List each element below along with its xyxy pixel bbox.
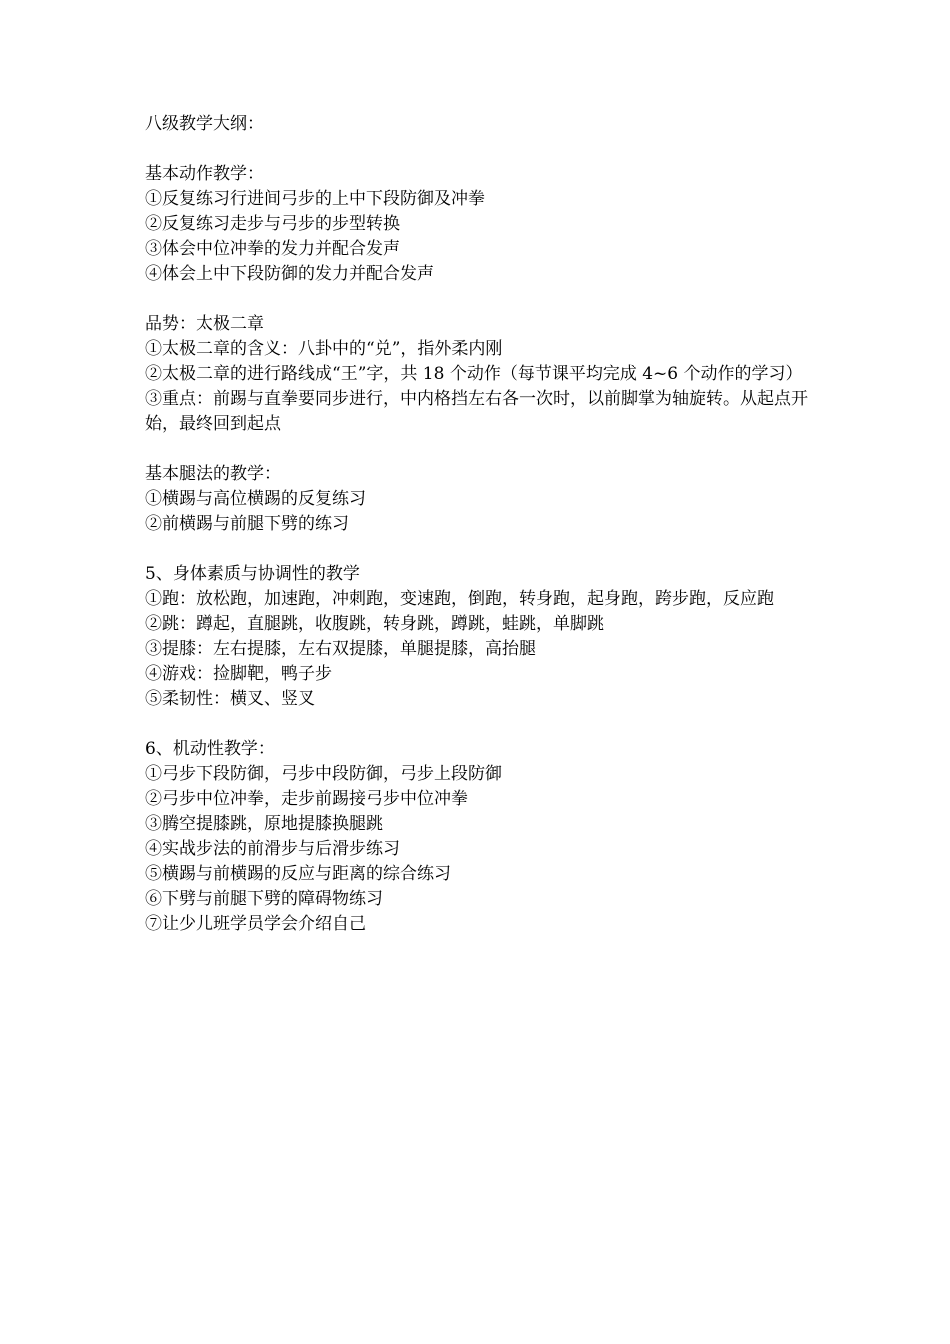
list-item: ②弓步中位冲拳，走步前踢接弓步中位冲拳: [145, 789, 468, 809]
list-item: ③重点：前踢与直拳要同步进行，中内格挡左右各一次时，以前脚掌为轴旋转。从起点开始，最终回到起点: [145, 389, 808, 434]
list-item: ③体会中位冲拳的发力并配合发声: [145, 239, 400, 259]
list-item: ⑤横踢与前横踢的反应与距离的综合练习: [145, 864, 451, 884]
spacer: [145, 287, 813, 312]
document-title: 八级教学大纲：: [145, 114, 264, 134]
list-item: ③提膝：左右提膝，左右双提膝，单腿提膝，高抬腿: [145, 639, 536, 659]
list-item: ⑥下劈与前腿下劈的障碍物练习: [145, 889, 383, 909]
list-item: ①太极二章的含义：八卦中的“兑”，指外柔内刚: [145, 339, 503, 359]
spacer: [145, 537, 813, 562]
list-item: ①横踢与高位横踢的反复练习: [145, 489, 366, 509]
document-body: [145, 112, 813, 937]
section-heading: 基本腿法的教学：: [145, 464, 281, 484]
list-item: ②前横踢与前腿下劈的练习: [145, 514, 349, 534]
spacer: [145, 712, 813, 737]
section-heading: 5、身体素质与协调性的教学: [145, 564, 360, 584]
list-item: ①跑：放松跑，加速跑，冲刺跑，变速跑，倒跑，转身跑，起身跑，跨步跑，反应跑: [145, 589, 774, 609]
list-item: ②反复练习走步与弓步的步型转换: [145, 214, 400, 234]
list-item: ④体会上中下段防御的发力并配合发声: [145, 264, 434, 284]
section-kicks: [145, 462, 813, 537]
list-item: ④游戏：捡脚靶，鸭子步: [145, 664, 332, 684]
section-poomsae: [145, 312, 813, 437]
list-item: ①反复练习行进间弓步的上中下段防御及冲拳: [145, 189, 485, 209]
section-heading: 6、机动性教学：: [145, 739, 275, 759]
list-item: ②跳：蹲起，直腿跳，收腹跳，转身跳，蹲跳，蛙跳，单脚跳: [145, 614, 604, 634]
section-fitness: [145, 562, 813, 712]
list-item: ②太极二章的进行路线成“王”字，共 18 个动作（每节课平均完成 4~6 个动作的学习）: [145, 364, 803, 384]
list-item: ③腾空提膝跳，原地提膝换腿跳: [145, 814, 383, 834]
spacer: [145, 137, 813, 162]
section-mobility: [145, 737, 813, 937]
section-heading: 基本动作教学：: [145, 164, 264, 184]
list-item: ⑤柔韧性：横叉、竖叉: [145, 689, 315, 709]
section-basic-moves: [145, 162, 813, 287]
spacer: [145, 437, 813, 462]
list-item: ⑦让少儿班学员学会介绍自己: [145, 914, 366, 934]
list-item: ④实战步法的前滑步与后滑步练习: [145, 839, 400, 859]
section-heading: 品势：太极二章: [145, 314, 264, 334]
list-item: ①弓步下段防御，弓步中段防御，弓步上段防御: [145, 764, 502, 784]
